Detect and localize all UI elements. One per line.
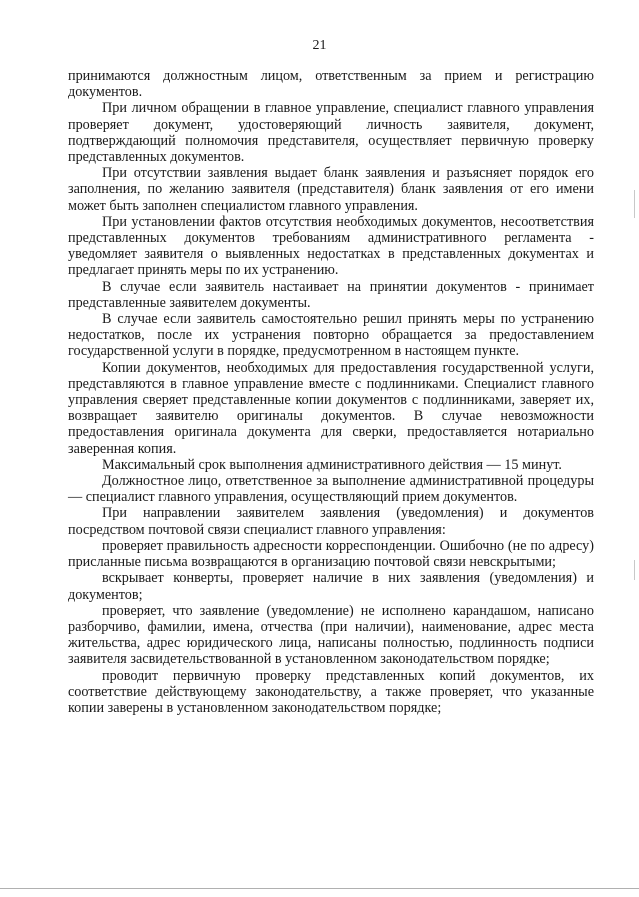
paragraph: проверяет, что заявление (уведомление) не исполнено карандашом, написано разборчиво, фамилии, имена, отчества (при наличии), наименование, адрес места жительства, адрес юридического лица, написаны полностью, подлинность подписи заявителя засвидетельствованной в установленном законодательством порядке; xyxy=(68,602,594,668)
page-number: 21 xyxy=(312,38,327,53)
paragraph: вскрывает конверты, проверяет наличие в них заявления (уведомления) и документов; xyxy=(68,570,594,603)
paragraph: Копии документов, необходимых для предоставления государственной услуги, представляются в главное управление вместе с подлинниками. Специалист главного управления сверяет представленные копии документов с подлинниками, заверяет их, возвращает заявителю оригиналы документов. В случае невозможности предоставления оригинала документа для сверки, предоставляется нотариально заверенная копия. xyxy=(68,359,594,457)
scan-margin-mark xyxy=(634,560,635,580)
paragraph: проводит первичную проверку представленных копий документов, их соответствие действующему законодательству, а также проверяет, что указанные копии заверены в установленном законодательством порядке; xyxy=(68,667,594,716)
paragraph: Максимальный срок выполнения административного действия — 15 минут. xyxy=(102,456,562,473)
paragraph: При отсутствии заявления выдает бланк заявления и разъясняет порядок его заполнения, по желанию заявителя (представителя) бланк заявления от его имени может быть заполнен специалистом главного управления. xyxy=(68,165,594,214)
paragraph: Должностное лицо, ответственное за выполнение административной процедуры — специалист главного управления, осуществляющий прием документов. xyxy=(68,473,594,506)
paragraph-continuation: принимаются должностным лицом, ответственным за прием и регистрацию документов. xyxy=(68,68,594,101)
paragraph: При направлении заявителем заявления (уведомления) и документов посредством почтовой связи специалист главного управления: xyxy=(68,505,594,538)
scan-bottom-edge xyxy=(0,888,639,889)
paragraph: При установлении фактов отсутствия необходимых документов, несоответствия представленных документов требованиям административного регламента - уведомляет заявителя о выявленных недостатках в представленных документах и предлагает принять меры по их устранению. xyxy=(68,213,594,279)
paragraph: При личном обращении в главное управление, специалист главного управления проверяет документ, удостоверяющий личность заявителя, документ, подтверждающий полномочия представителя, осуществляет первичную проверку представленных документов. xyxy=(68,100,594,166)
scan-margin-mark xyxy=(634,190,635,218)
paragraph: В случае если заявитель самостоятельно решил принять меры по устранению недостатков, после их устранения повторно обращается за предоставлением государственной услуги в порядке, предусмотренном в настоящем пункте. xyxy=(68,311,594,360)
document-body xyxy=(68,68,594,716)
paragraph: В случае если заявитель настаивает на принятии документов - принимает представленные заявителем документы. xyxy=(68,278,594,311)
paragraph: проверяет правильность адресности корреспонденции. Ошибочно (не по адресу) присланные письма возвращаются в организацию почтовой связи невскрытыми; xyxy=(68,537,594,571)
